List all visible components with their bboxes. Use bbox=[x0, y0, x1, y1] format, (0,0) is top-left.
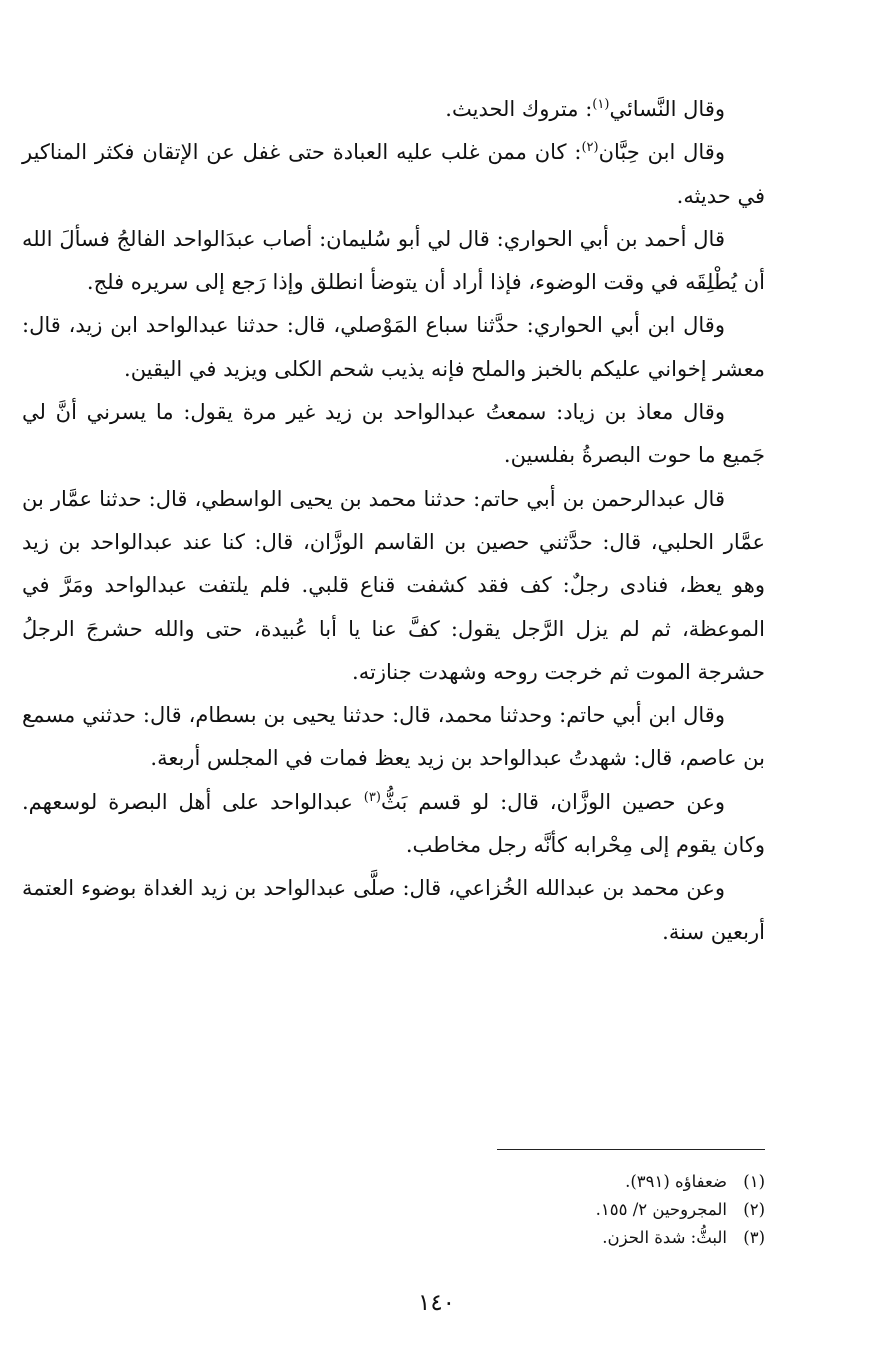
footnote-separator bbox=[497, 1149, 765, 1150]
paragraph-text: وقال ابن أبي حاتم: وحدثنا محمد، قال: حدثنا يحيى بن بسطام، قال: حدثني مسمع بن عاصم، قال: شهدتُ عبدالواحد بن زيد يعظ فمات في المجلس أربعة. bbox=[22, 703, 765, 771]
paragraph-1 bbox=[22, 88, 765, 131]
paragraph-9 bbox=[22, 867, 765, 954]
footnote-text: المجروحين ٢/ ١٥٥. bbox=[595, 1200, 727, 1219]
paragraph-text: قال عبدالرحمن بن أبي حاتم: حدثنا محمد بن يحيى الواسطي، قال: حدثنا عمَّار بن عمَّار الحلبي، قال: حدَّثني حصين بن القاسم الوزَّان، قال: كنا عند عبدالواحد بن زيد وهو يعظ، فنادى رجلٌ: كف فقد كشفت قناع قلبي. فلم يلتفت عبدالواحد ومَرَّ في الموعظة، ثم لم يزل الرَّجل يقول: كفَّ عنا يا أبا عُبيدة، حتى والله حشرجَ الرجلُ حشرجة الموت ثم خرجت روحه وشهدت جنازته. bbox=[22, 486, 765, 684]
footnote-1 bbox=[300, 1168, 765, 1196]
footnote-number: (٢) bbox=[743, 1200, 765, 1219]
footnote-2 bbox=[300, 1196, 765, 1224]
footnote-marker: (٢) bbox=[581, 140, 599, 156]
paragraph-4 bbox=[22, 304, 765, 391]
paragraph-7 bbox=[22, 694, 765, 781]
footnote-3 bbox=[300, 1224, 765, 1252]
paragraph-2 bbox=[22, 131, 765, 218]
footnote-text: ضعفاؤه (٣٩١). bbox=[625, 1172, 727, 1191]
paragraph-5 bbox=[22, 391, 765, 478]
paragraph-3 bbox=[22, 218, 765, 305]
footnote-marker: (١) bbox=[592, 97, 610, 112]
page-number: ١٤٠ bbox=[417, 1290, 456, 1316]
paragraph-text: : كان ممن غلب عليه العبادة حتى غفل عن الإتقان فكثر المناكير في حديثه. bbox=[22, 140, 765, 208]
paragraph-text: وقال ابن حِبَّان bbox=[598, 140, 725, 165]
paragraph-text: : متروك الحديث. bbox=[445, 97, 593, 121]
paragraph-6 bbox=[22, 478, 765, 694]
paragraph-text: وعن حصين الوزَّان، قال: لو قسم بَثُّ bbox=[380, 789, 725, 814]
paragraph-text: وقال معاذ بن زياد: سمعتُ عبدالواحد بن زيد غير مرة يقول: ما يسرني أنَّ لي جَميع ما حوت البصرةُ بفلسين. bbox=[22, 400, 765, 468]
paragraph-text: وقال النَّسائي bbox=[609, 97, 725, 121]
paragraph-text: وقال ابن أبي الحواري: حدَّثنا سباع المَوْصلي، قال: حدثنا عبدالواحد ابن زيد، قال: معشر إخواني عليكم بالخبز والملح فإنه يذيب شحم الكلى ويزيد في اليقين. bbox=[22, 313, 765, 381]
footnotes bbox=[300, 1168, 765, 1252]
paragraph-text: عبدالواحد على أهل البصرة لوسعهم. وكان يقوم إلى مِحْرابه كأنَّه رجل مخاطب. bbox=[22, 789, 765, 858]
footnote-number: (٣) bbox=[743, 1228, 765, 1247]
paragraph-8 bbox=[22, 781, 765, 868]
footnote-marker: (٣) bbox=[363, 789, 381, 805]
paragraph-text: قال أحمد بن أبي الحواري: قال لي أبو سُليمان: أصاب عبدَالواحد الفالجُ فسألَ الله أن يُطْلِقَه في وقت الوضوء، فإذا أراد أن يتوضأ انطلق وإذا رَجع إلى سريره فلج. bbox=[22, 226, 765, 295]
main-text bbox=[22, 88, 765, 954]
footnote-number: (١) bbox=[743, 1172, 765, 1191]
paragraph-text: وعن محمد بن عبدالله الخُزاعي، قال: صلَّى عبدالواحد بن زيد الغداة بوضوء العتمة أربعين سنة. bbox=[22, 876, 765, 944]
footnote-text: البثُّ: شدة الحزن. bbox=[602, 1228, 727, 1247]
